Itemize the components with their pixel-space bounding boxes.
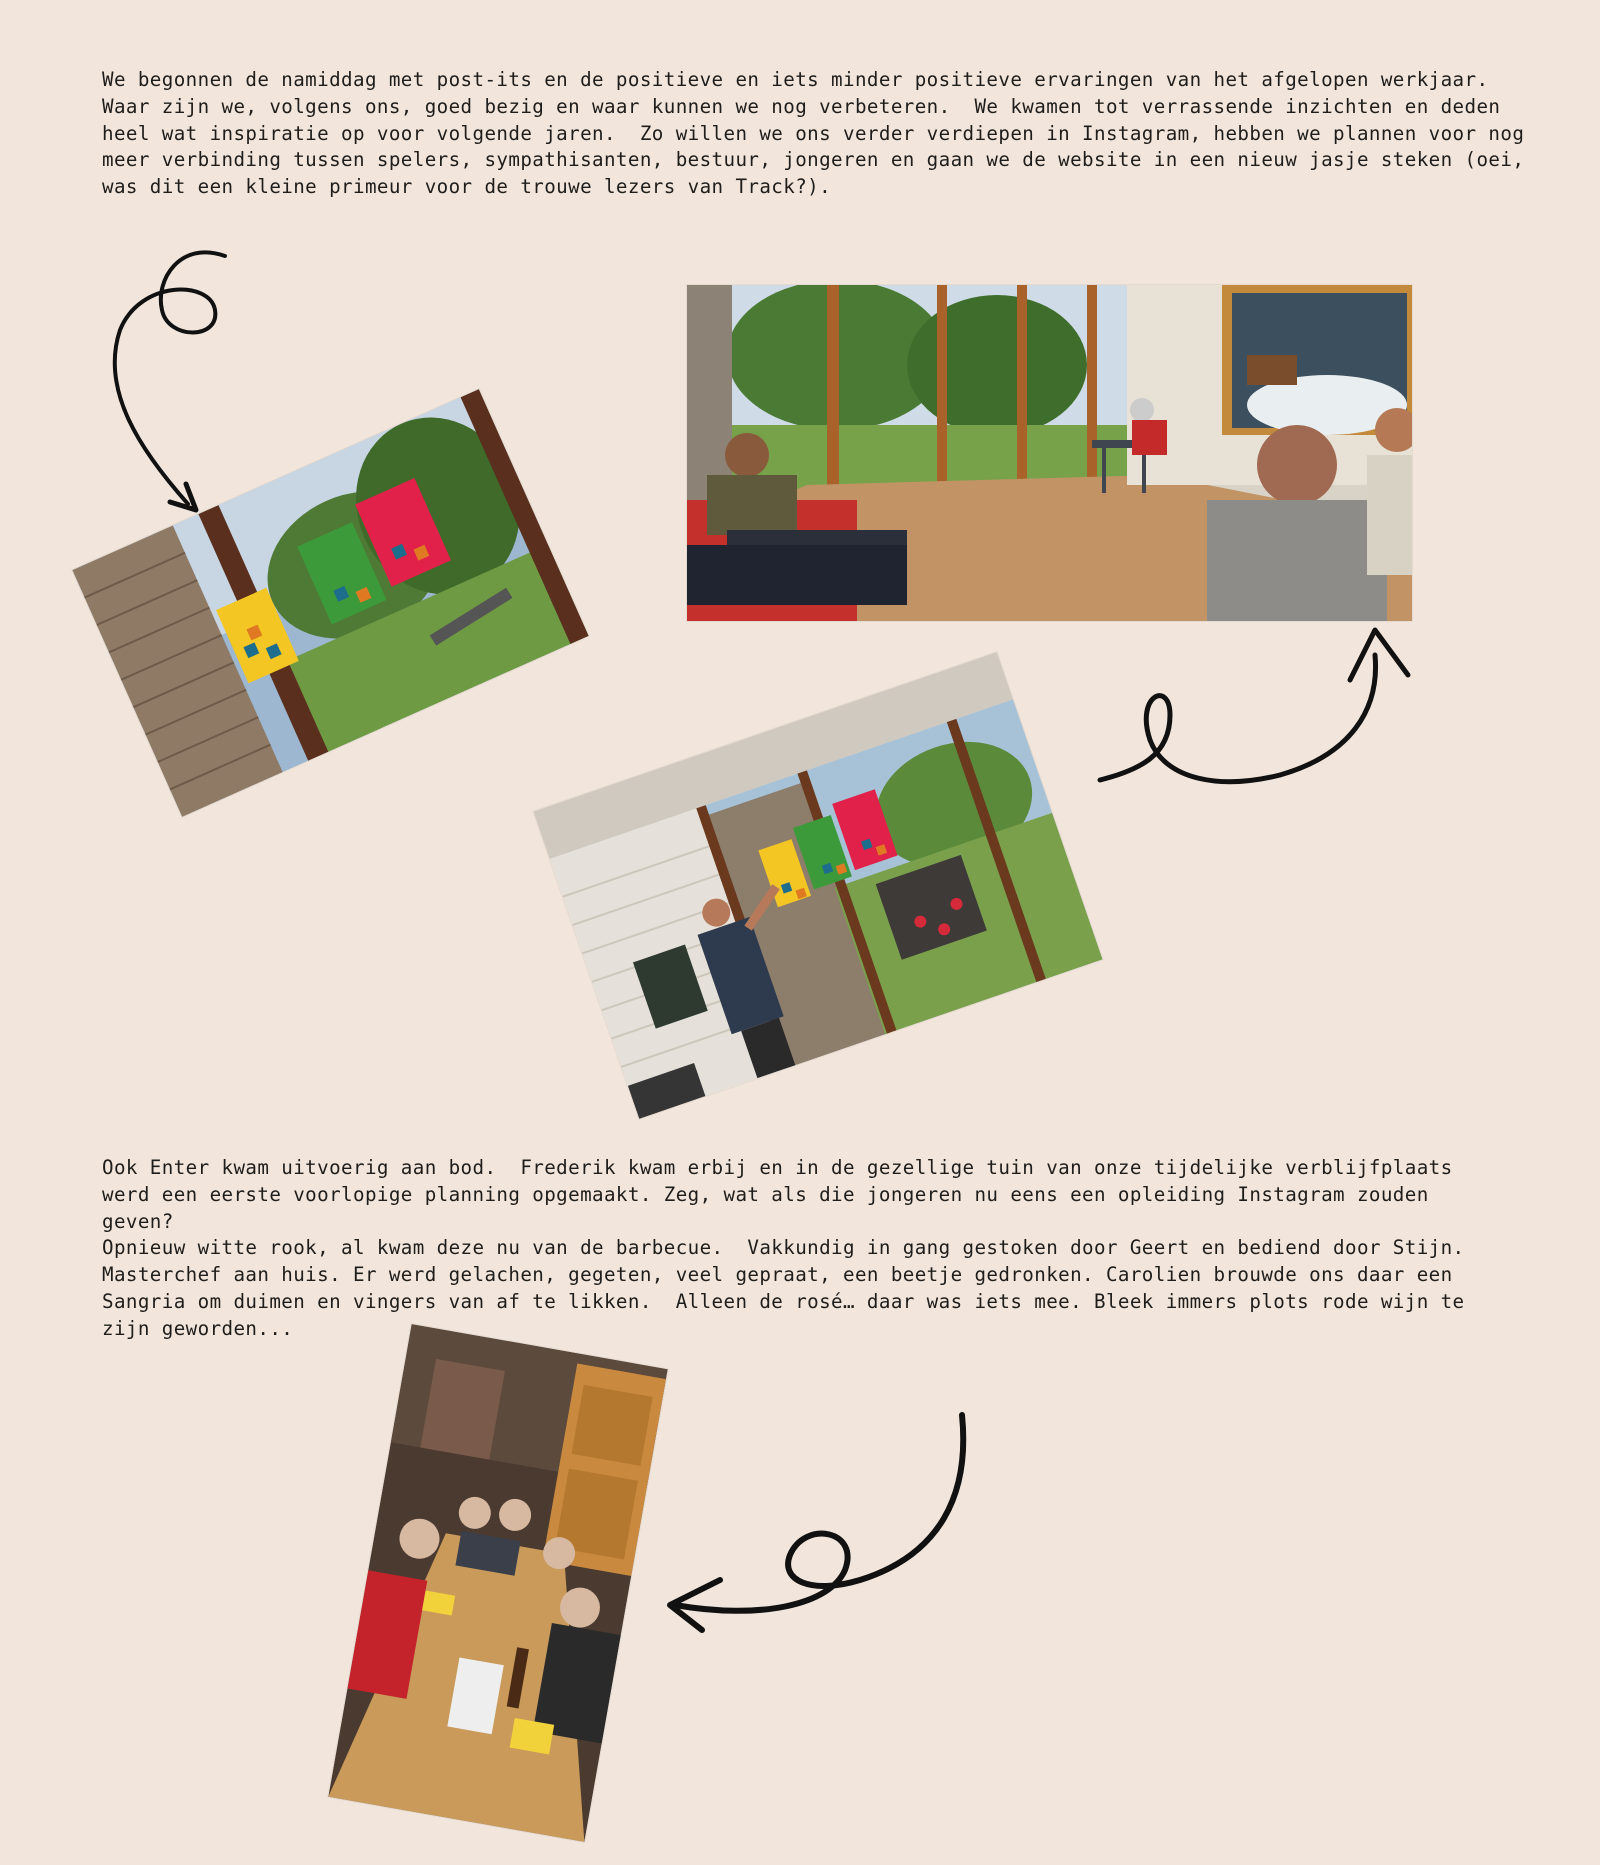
arrow-loop-left-icon [660, 1405, 980, 1645]
enter-paragraph: Ook Enter kwam uitvoerig aan bod. Frederik kwam erbij en in de gezellige tuin van onze tijdelijke verblijfplaats werd een eerste voorlopige planning opgemaakt. Zeg, wat als die jongeren nu eens een opleiding Instagram zouden geven? Opnieuw witte rook, al kwam deze nu van de barbecue. Vakkundig in gang gestoken door Geert en bediend door Stijn. Masterchef aan huis. Er werd gelachen, gegeten, veel gepraat, een beetje gedronken. Carolien brouwde ons daar een Sangria om duimen en vingers van af te likken. Alleen de rosé… daar was iets mee. Bleek immers plots rode wijn te zijn geworden... [102, 1156, 1465, 1340]
photo-dinner-table [328, 1324, 667, 1842]
intro-paragraph: We begonnen de namiddag met post-its en de positieve en iets minder positieve ervaringen van het afgelopen werkjaar. Waar zijn we, volgens ons, goed bezig en waar kunnen we nog verbeteren. We kwamen tot verrassende inzichten en deden heel wat inspiratie op voor volgende jaren. Zo willen we ons verder verdiepen in Instagram, hebben we plannen voor nog meer verbinding tussen spelers, sympathisanten, bestuur, jongeren en gaan we de website in een nieuw jasje steken (oei, was dit een kleine primeur voor de trouwe lezers van Track?). [102, 68, 1525, 199]
photo-veranda-meeting [687, 285, 1412, 621]
arrow-loop-down-icon [100, 240, 250, 520]
arrow-loop-up-icon [1090, 620, 1420, 800]
photo-presenter-at-window [533, 652, 1102, 1119]
